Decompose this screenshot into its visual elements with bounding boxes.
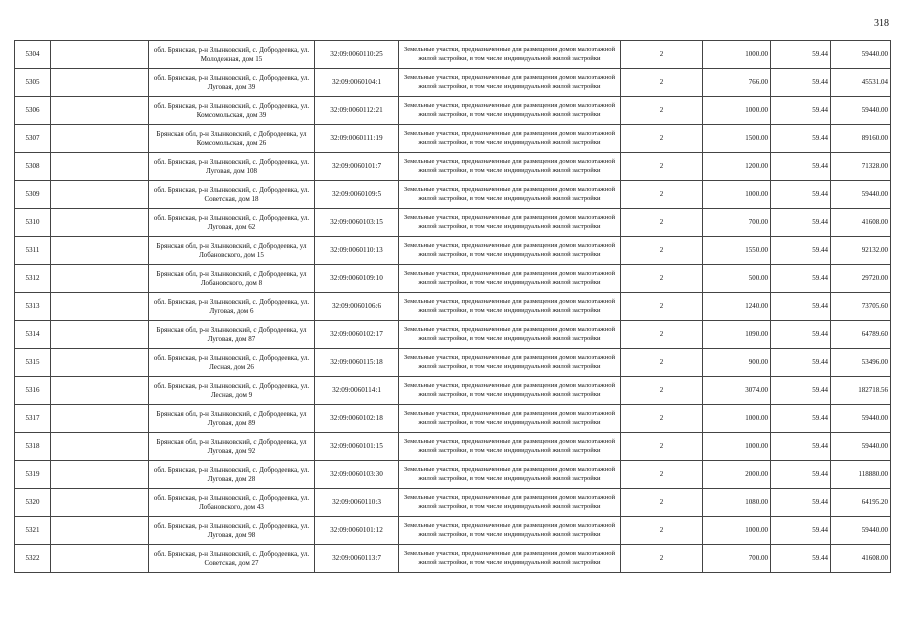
land-use-cell: Земельные участки, предназначенные для размещения домов малоэтажной жилой застройки, в том числе индивидуальной жилой застройки [399,237,621,265]
price-cell: 59.44 [771,69,831,97]
address-cell: обл. Брянская, р-н Злынковский, с. Добродеевка, ул. Луговая, дом 62 [149,209,315,237]
empty-cell [51,321,149,349]
row-number-cell: 5308 [15,153,51,181]
table-row [15,349,891,377]
empty-cell [51,237,149,265]
area-cell: 700.00 [703,545,771,573]
empty-cell [51,125,149,153]
empty-cell [51,153,149,181]
row-number-cell: 5307 [15,125,51,153]
address-cell: Брянская обл, р-н Злынковский, с Добродеевка, ул Луговая, дом 92 [149,433,315,461]
category-cell: 2 [621,209,703,237]
total-value-cell: 118880.00 [831,461,891,489]
row-number-cell: 5306 [15,97,51,125]
cadastral-number-cell: 32:09:0060101:15 [315,433,399,461]
cadastral-number-cell: 32:09:0060102:18 [315,405,399,433]
total-value-cell: 59440.00 [831,41,891,69]
table-row [15,461,891,489]
area-cell: 2000.00 [703,461,771,489]
land-use-cell: Земельные участки, предназначенные для размещения домов малоэтажной жилой застройки, в том числе индивидуальной жилой застройки [399,153,621,181]
price-cell: 59.44 [771,237,831,265]
land-use-cell: Земельные участки, предназначенные для размещения домов малоэтажной жилой застройки, в том числе индивидуальной жилой застройки [399,489,621,517]
table-row [15,209,891,237]
address-cell: обл. Брянская, р-н Злынковский, с. Добродеевка, ул. Лесная, дом 9 [149,377,315,405]
total-value-cell: 73705.60 [831,293,891,321]
category-cell: 2 [621,349,703,377]
address-cell: обл. Брянская, р-н Злынковский, с. Добродеевка, ул. Советская, дом 27 [149,545,315,573]
cadastral-number-cell: 32:09:0060103:30 [315,461,399,489]
row-number-cell: 5322 [15,545,51,573]
area-cell: 1000.00 [703,405,771,433]
area-cell: 1000.00 [703,41,771,69]
area-cell: 1000.00 [703,97,771,125]
price-cell: 59.44 [771,125,831,153]
area-cell: 1090.00 [703,321,771,349]
total-value-cell: 92132.00 [831,237,891,265]
address-cell: Брянская обл, р-н Злынковский, с Добродеевка, ул Луговая, дом 89 [149,405,315,433]
price-cell: 59.44 [771,209,831,237]
cadastral-number-cell: 32:09:0060112:21 [315,97,399,125]
empty-cell [51,209,149,237]
row-number-cell: 5311 [15,237,51,265]
price-cell: 59.44 [771,153,831,181]
area-cell: 1240.00 [703,293,771,321]
row-number-cell: 5317 [15,405,51,433]
total-value-cell: 29720.00 [831,265,891,293]
address-cell: обл. Брянская, р-н Злынковский, с. Добродеевка, ул. Луговая, дом 98 [149,517,315,545]
land-use-cell: Земельные участки, предназначенные для размещения домов малоэтажной жилой застройки, в том числе индивидуальной жилой застройки [399,321,621,349]
row-number-cell: 5310 [15,209,51,237]
area-cell: 3074.00 [703,377,771,405]
area-cell: 500.00 [703,265,771,293]
address-cell: Брянская обл, р-н Злынковский, с Добродеевка, ул Комсомольская, дом 26 [149,125,315,153]
total-value-cell: 59440.00 [831,181,891,209]
category-cell: 2 [621,489,703,517]
land-use-cell: Земельные участки, предназначенные для размещения домов малоэтажной жилой застройки, в том числе индивидуальной жилой застройки [399,181,621,209]
row-number-cell: 5309 [15,181,51,209]
row-number-cell: 5318 [15,433,51,461]
total-value-cell: 41608.00 [831,545,891,573]
row-number-cell: 5313 [15,293,51,321]
land-use-cell: Земельные участки, предназначенные для размещения домов малоэтажной жилой застройки, в том числе индивидуальной жилой застройки [399,209,621,237]
price-cell: 59.44 [771,461,831,489]
table-row [15,41,891,69]
land-use-cell: Земельные участки, предназначенные для размещения домов малоэтажной жилой застройки, в том числе индивидуальной жилой застройки [399,125,621,153]
empty-cell [51,517,149,545]
area-cell: 1000.00 [703,181,771,209]
price-cell: 59.44 [771,433,831,461]
total-value-cell: 89160.00 [831,125,891,153]
price-cell: 59.44 [771,517,831,545]
land-use-cell: Земельные участки, предназначенные для размещения домов малоэтажной жилой застройки, в том числе индивидуальной жилой застройки [399,293,621,321]
total-value-cell: 59440.00 [831,433,891,461]
cadastral-number-cell: 32:09:0060110:3 [315,489,399,517]
cadastral-number-cell: 32:09:0060106:6 [315,293,399,321]
land-use-cell: Земельные участки, предназначенные для размещения домов малоэтажной жилой застройки, в том числе индивидуальной жилой застройки [399,97,621,125]
table-row [15,153,891,181]
cadastral-number-cell: 32:09:0060109:5 [315,181,399,209]
table-row [15,405,891,433]
row-number-cell: 5319 [15,461,51,489]
area-cell: 1200.00 [703,153,771,181]
area-cell: 1000.00 [703,517,771,545]
row-number-cell: 5314 [15,321,51,349]
total-value-cell: 182718.56 [831,377,891,405]
cadastral-number-cell: 32:09:0060113:7 [315,545,399,573]
row-number-cell: 5312 [15,265,51,293]
cadastral-number-cell: 32:09:0060115:18 [315,349,399,377]
cadastral-number-cell: 32:09:0060109:10 [315,265,399,293]
category-cell: 2 [621,517,703,545]
total-value-cell: 59440.00 [831,517,891,545]
empty-cell [51,349,149,377]
empty-cell [51,265,149,293]
category-cell: 2 [621,265,703,293]
table-row [15,321,891,349]
table-row [15,181,891,209]
area-cell: 1000.00 [703,433,771,461]
category-cell: 2 [621,433,703,461]
table-body [15,41,891,573]
price-cell: 59.44 [771,97,831,125]
land-use-cell: Земельные участки, предназначенные для размещения домов малоэтажной жилой застройки, в том числе индивидуальной жилой застройки [399,517,621,545]
table-row [15,489,891,517]
row-number-cell: 5321 [15,517,51,545]
land-use-cell: Земельные участки, предназначенные для размещения домов малоэтажной жилой застройки, в том числе индивидуальной жилой застройки [399,265,621,293]
cadastral-number-cell: 32:09:0060101:7 [315,153,399,181]
total-value-cell: 41608.00 [831,209,891,237]
cadastral-number-cell: 32:09:0060101:12 [315,517,399,545]
category-cell: 2 [621,405,703,433]
land-use-cell: Земельные участки, предназначенные для размещения домов малоэтажной жилой застройки, в том числе индивидуальной жилой застройки [399,433,621,461]
table-row [15,517,891,545]
table-row [15,293,891,321]
total-value-cell: 71328.00 [831,153,891,181]
row-number-cell: 5320 [15,489,51,517]
price-cell: 59.44 [771,405,831,433]
table-row [15,545,891,573]
price-cell: 59.44 [771,293,831,321]
page-number: 318 [874,18,889,29]
category-cell: 2 [621,237,703,265]
price-cell: 59.44 [771,41,831,69]
empty-cell [51,489,149,517]
table-row [15,69,891,97]
land-use-cell: Земельные участки, предназначенные для размещения домов малоэтажной жилой застройки, в том числе индивидуальной жилой застройки [399,545,621,573]
address-cell: обл. Брянская, р-н Злынковский, с. Добродеевка, ул. Луговая, дом 39 [149,69,315,97]
cadastral-number-cell: 32:09:0060114:1 [315,377,399,405]
price-cell: 59.44 [771,321,831,349]
address-cell: обл. Брянская, р-н Злынковский, с. Добродеевка, ул. Луговая, дом 108 [149,153,315,181]
area-cell: 766.00 [703,69,771,97]
address-cell: обл. Брянская, р-н Злынковский, с. Добродеевка, ул. Луговая, дом 28 [149,461,315,489]
category-cell: 2 [621,545,703,573]
category-cell: 2 [621,41,703,69]
category-cell: 2 [621,377,703,405]
empty-cell [51,97,149,125]
price-cell: 59.44 [771,265,831,293]
price-cell: 59.44 [771,349,831,377]
category-cell: 2 [621,97,703,125]
address-cell: обл. Брянская, р-н Злынковский, с. Добродеевка, ул. Комсомольская, дом 39 [149,97,315,125]
row-number-cell: 5316 [15,377,51,405]
address-cell: Брянская обл, р-н Злынковский, с Добродеевка, ул Лобановского, дом 15 [149,237,315,265]
land-registry-table [14,40,891,573]
address-cell: обл. Брянская, р-н Злынковский, с. Добродеевка, ул. Лобановского, дом 43 [149,489,315,517]
address-cell: обл. Брянская, р-н Злынковский, с. Добродеевка, ул. Луговая, дом 6 [149,293,315,321]
price-cell: 59.44 [771,545,831,573]
category-cell: 2 [621,321,703,349]
cadastral-number-cell: 32:09:0060110:25 [315,41,399,69]
total-value-cell: 59440.00 [831,405,891,433]
empty-cell [51,433,149,461]
table-row [15,97,891,125]
address-cell: обл. Брянская, р-н Злынковский, с. Добродеевка, ул. Молодежная, дом 15 [149,41,315,69]
area-cell: 1080.00 [703,489,771,517]
row-number-cell: 5315 [15,349,51,377]
empty-cell [51,377,149,405]
row-number-cell: 5304 [15,41,51,69]
address-cell: Брянская обл, р-н Злынковский, с Добродеевка, ул Лобановского, дом 8 [149,265,315,293]
empty-cell [51,461,149,489]
category-cell: 2 [621,181,703,209]
table-row [15,377,891,405]
category-cell: 2 [621,153,703,181]
table-row [15,265,891,293]
area-cell: 900.00 [703,349,771,377]
price-cell: 59.44 [771,377,831,405]
empty-cell [51,41,149,69]
address-cell: обл. Брянская, р-н Злынковский, с. Добродеевка, ул. Советская, дом 18 [149,181,315,209]
land-use-cell: Земельные участки, предназначенные для размещения домов малоэтажной жилой застройки, в том числе индивидуальной жилой застройки [399,349,621,377]
land-use-cell: Земельные участки, предназначенные для размещения домов малоэтажной жилой застройки, в том числе индивидуальной жилой застройки [399,461,621,489]
category-cell: 2 [621,69,703,97]
total-value-cell: 53496.00 [831,349,891,377]
total-value-cell: 45531.04 [831,69,891,97]
cadastral-number-cell: 32:09:0060103:15 [315,209,399,237]
cadastral-number-cell: 32:09:0060111:19 [315,125,399,153]
area-cell: 1550.00 [703,237,771,265]
address-cell: обл. Брянская, р-н Злынковский, с. Добродеевка, ул. Лесная, дом 26 [149,349,315,377]
total-value-cell: 64195.20 [831,489,891,517]
total-value-cell: 64789.60 [831,321,891,349]
empty-cell [51,181,149,209]
cadastral-number-cell: 32:09:0060104:1 [315,69,399,97]
address-cell: Брянская обл, р-н Злынковский, с Добродеевка, ул Луговая, дом 87 [149,321,315,349]
cadastral-number-cell: 32:09:0060102:17 [315,321,399,349]
table-row [15,433,891,461]
empty-cell [51,545,149,573]
empty-cell [51,293,149,321]
category-cell: 2 [621,125,703,153]
price-cell: 59.44 [771,489,831,517]
table-row [15,125,891,153]
area-cell: 700.00 [703,209,771,237]
category-cell: 2 [621,293,703,321]
land-use-cell: Земельные участки, предназначенные для размещения домов малоэтажной жилой застройки, в том числе индивидуальной жилой застройки [399,41,621,69]
land-use-cell: Земельные участки, предназначенные для размещения домов малоэтажной жилой застройки, в том числе индивидуальной жилой застройки [399,405,621,433]
table-row [15,237,891,265]
cadastral-number-cell: 32:09:0060110:13 [315,237,399,265]
land-use-cell: Земельные участки, предназначенные для размещения домов малоэтажной жилой застройки, в том числе индивидуальной жилой застройки [399,377,621,405]
row-number-cell: 5305 [15,69,51,97]
area-cell: 1500.00 [703,125,771,153]
empty-cell [51,69,149,97]
empty-cell [51,405,149,433]
land-use-cell: Земельные участки, предназначенные для размещения домов малоэтажной жилой застройки, в том числе индивидуальной жилой застройки [399,69,621,97]
category-cell: 2 [621,461,703,489]
price-cell: 59.44 [771,181,831,209]
total-value-cell: 59440.00 [831,97,891,125]
